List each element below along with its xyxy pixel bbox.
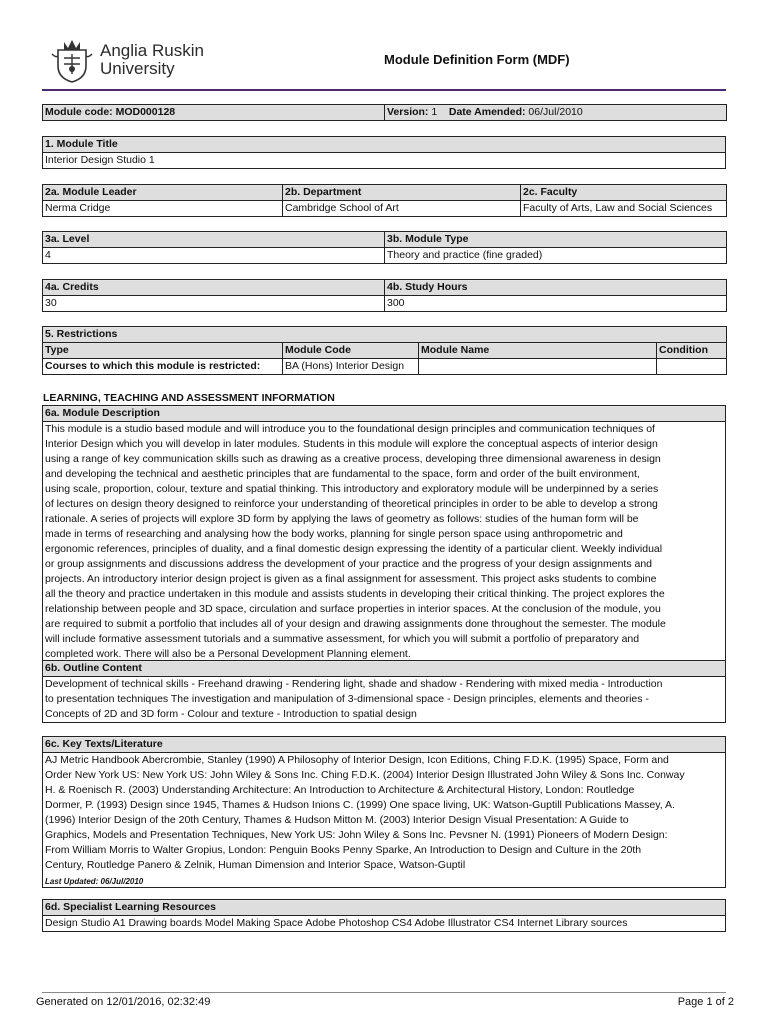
restrictions-col-name: Module Name [419,343,657,359]
module-type-label: 3b. Module Type [385,232,727,248]
description-line: projects. An introductory interior design project is given as a final assignment for assessment. This project asks students to combine [45,573,657,585]
form-title: Module Definition Form (MDF) [384,52,570,67]
resources-value: Design Studio A1 Drawing boards Model Making Space Adobe Photoshop CS4 Adobe Illustrator CS4 Internet Library sources [43,916,726,932]
module-title-label: 1. Module Title [43,137,726,153]
texts-line: Graphics, Models and Presentation Techniques, New York US: John Wiley & Sons Inc. Pevsner N. (1991) Pioneers of Modern Design: [45,829,668,841]
description-line: will include formative assessment tutorials and a summative assessment, for which you will submit a portfolio of preparatory and [45,633,640,645]
texts-line: Century, Routledge Panero & Zelnik, Human Dimension and Interior Space, Watson-Guptil [45,859,466,871]
restrictions-row-type: Courses to which this module is restricted: [43,359,283,375]
description-text [43,422,726,663]
department-label: 2b. Department [283,185,521,201]
texts-table [42,736,726,888]
lta-heading: LEARNING, TEACHING AND ASSESSMENT INFORMATION [43,392,335,404]
description-line: and developing the technical and aesthetic principles that are fundamental to the space, form and order of the built environment, [45,468,640,480]
crest-icon [50,36,94,84]
module-code: Module code: MOD000128 [43,105,385,121]
outline-table [42,660,726,723]
texts-line: Dormer, P. (1993) Design since 1945, Thames & Hudson Inions C. (1999) One space living, UK: Watson-Guptill Publications Massey, A. [45,799,675,811]
description-line: using a range of key communication skills such as drawing as a creative process, developing three dimensional awareness in design [45,453,661,465]
restrictions-col-condition: Condition [657,343,727,359]
module-title-value: Interior Design Studio 1 [43,153,726,169]
description-line: relationship between people and 3D space, circulation and surface properties in interior spaces. At the conclusion of the module, you [45,603,661,615]
description-line: made in terms of researching and analysing how the body works, planning for single person space using anthropometric and [45,528,623,540]
restrictions-col-code: Module Code [283,343,419,359]
page-number: Page 1 of 2 [677,996,734,1008]
credits-value: 30 [43,296,385,312]
description-line: This module is a studio based module and will introduce you to the foundational design principles and communication techniques of [45,423,655,435]
header-rule [42,89,726,91]
level-value: 4 [43,248,385,264]
version-label: Version: [387,106,429,118]
resources-table [42,899,726,932]
texts-line: AJ Metric Handbook Abercrombie, Stanley (1990) A Philosophy of Interior Design, Icon Editions, Ching F.D.K. (1995) Space, Form and [45,754,669,766]
outline-line: to presentation techniques The investigation and manipulation of 3-dimensional space - Design principles, elements and theories - [45,693,649,705]
restrictions-table [42,326,727,375]
study-hours-value: 300 [385,296,727,312]
credits-table [42,279,727,312]
leader-value: Nerma Cridge [43,201,283,217]
description-line: or group assignments and discussions address the development of your practice and the progress of your design assignments and [45,558,653,570]
logo-text [100,42,204,78]
logo-line-2: University [100,59,175,78]
description-line: are required to submit a portfolio that includes all of your design and drawing assignments done throughout the semester. The module [45,618,666,630]
module-type-value: Theory and practice (fine graded) [385,248,727,264]
outline-text [43,677,726,723]
leader-label: 2a. Module Leader [43,185,283,201]
resources-label: 6d. Specialist Learning Resources [43,900,726,916]
study-hours-label: 4b. Study Hours [385,280,727,296]
description-line: all the theory and practice undertaken in this module and assists students in developing their critical thinking. The project explores the [45,588,665,600]
texts-line: From William Morris to Walter Gropius, London: Penguin Books Penny Sparke, An Introduction to Design and Culture in the 20th [45,844,642,856]
texts-line: H. & Roenisch R. (2003) Understanding Architecture: An Introduction to Architecture & Architectural History, London: Routledge [45,784,635,796]
description-line: completed work. There will also be a Personal Development Planning element. [45,648,411,660]
logo-line-1: Anglia Ruskin [100,41,204,60]
module-title-table [42,136,726,169]
texts-label: 6c. Key Texts/Literature [43,737,726,753]
faculty-value: Faculty of Arts, Law and Social Sciences [521,201,727,217]
credits-label: 4a. Credits [43,280,385,296]
last-updated: Last Updated: 06/Jul/2010 [45,877,144,886]
module-code-table [42,104,727,121]
level-label: 3a. Level [43,232,385,248]
description-line: ergonomic references, principles of duality, and a final domestic design expressing the identity of a particular client. Weekly individual [45,543,663,555]
footer-rule [42,992,726,993]
restrictions-col-type: Type [43,343,283,359]
description-line: of lectures on design theory designed to reinforce your understanding of theoretical principles in order to be able to develop a strong [45,498,658,510]
restrictions-row-condition [657,359,727,375]
date-label: Date Amended: [448,106,526,118]
texts-line: Order New York US: New York US: John Wiley & Sons Inc. Ching F.D.K. (2004) Interior Design Illustrated John Wiley & Sons Inc. Conway [45,769,685,781]
texts-line: (1996) Interior Design of the 20th Century, Thames & Hudson Mitton M. (2003) Interior Design Visual Presentation: A Guide to [45,814,629,826]
description-label: 6a. Module Description [43,406,726,422]
texts-text [43,753,726,888]
version-date-cell [385,105,727,121]
outline-label: 6b. Outline Content [43,661,726,677]
version-value: 1 [431,106,438,118]
university-logo [50,36,210,84]
description-table [42,405,726,663]
restrictions-row-name [419,359,657,375]
outline-line: Concepts of 2D and 3D form - Colour and texture - Introduction to spatial design [45,708,417,720]
restrictions-row-code: BA (Hons) Interior Design [283,359,419,375]
date-value: 06/Jul/2010 [528,106,583,118]
department-value: Cambridge School of Art [283,201,521,217]
description-line: using scale, proportion, colour, texture and spatial thinking. This introductory and exploratory module will be underpinned by a series [45,483,659,495]
generated-timestamp: Generated on 12/01/2016, 02:32:49 [36,996,211,1008]
restrictions-label: 5. Restrictions [43,327,727,343]
description-line: rationale. A series of projects will explore 3D form by applying the laws of geometry as follows: studies of the human form will be [45,513,639,525]
faculty-label: 2c. Faculty [521,185,727,201]
outline-line: Development of technical skills - Freehand drawing - Rendering light, shade and shadow - Rendering with mixed media - Introduction [45,678,663,690]
description-line: Interior Design which you will develop in later modules. Students in this module will explore the conceptual aspects of interior design [45,438,658,450]
level-table [42,231,727,264]
leader-table [42,184,727,217]
